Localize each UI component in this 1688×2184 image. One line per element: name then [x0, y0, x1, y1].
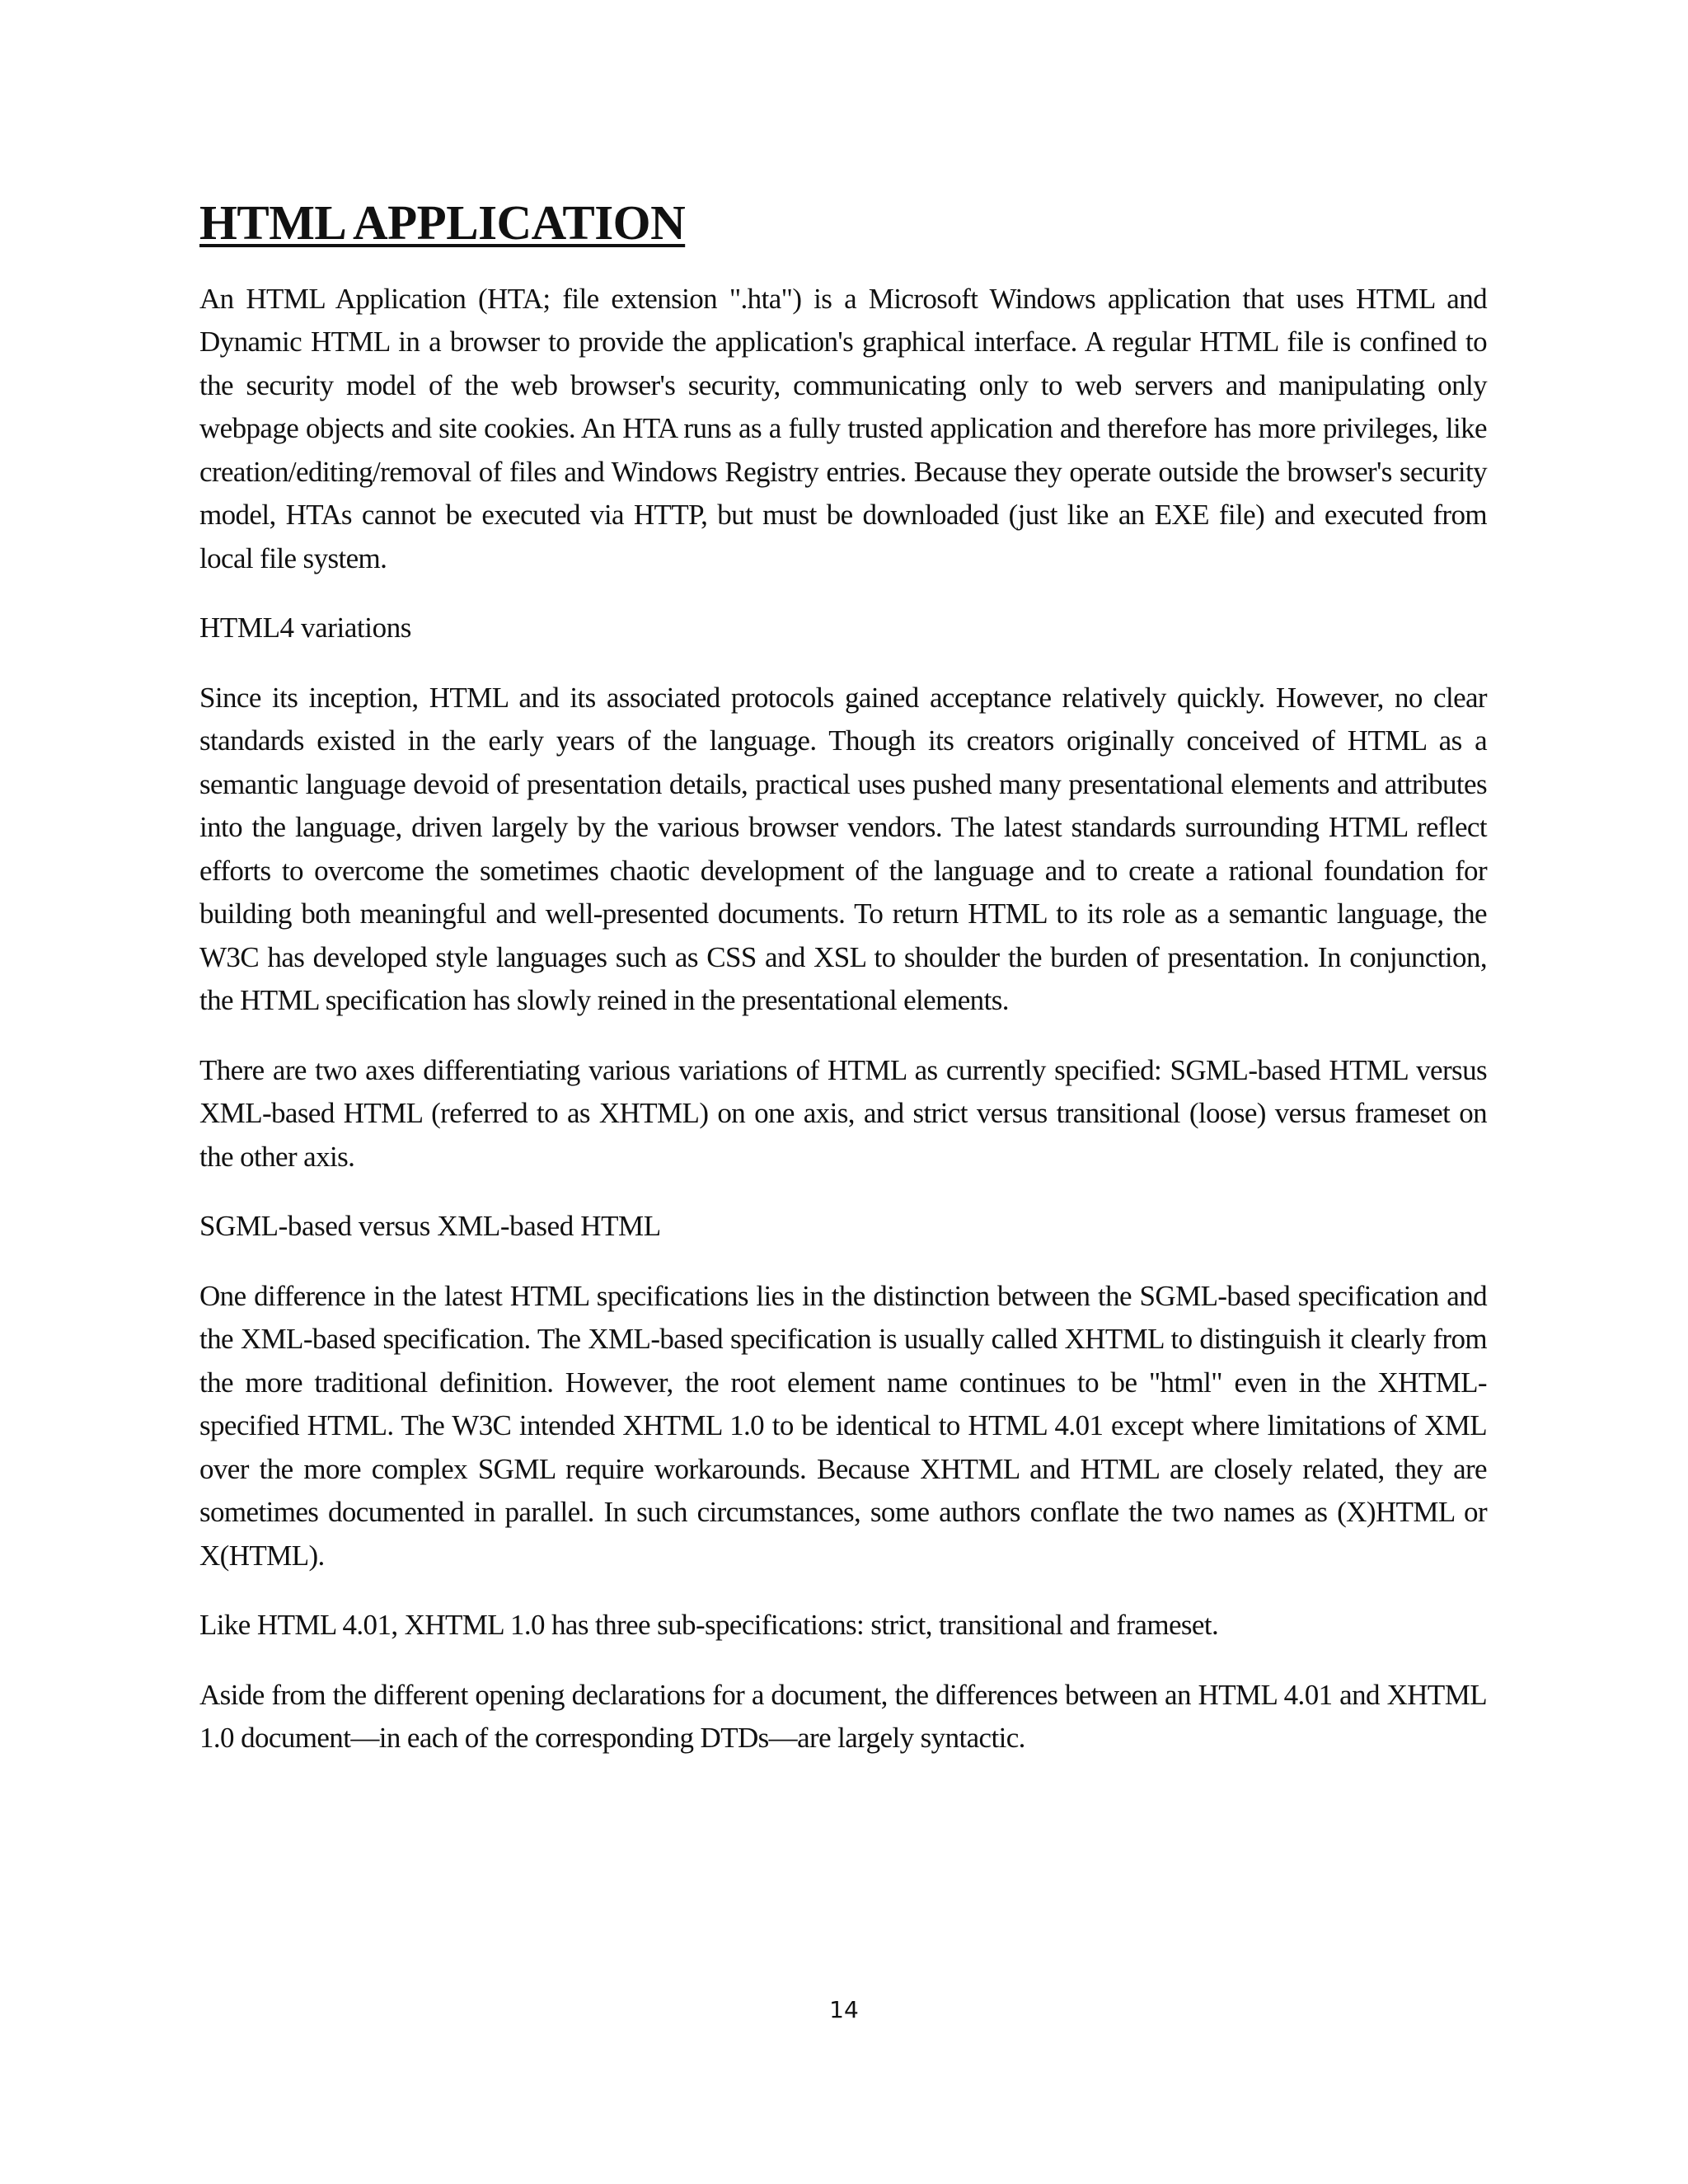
paragraph-syntactic-differences: Aside from the different opening declarations for a document, the differences between an HTML 4.01 and XHTML 1.0 document—in each of the corresponding DTDs—are largely syntactic.: [199, 1678, 1487, 1755]
paragraph-html-history: Since its inception, HTML and its associated protocols gained acceptance relatively quickly. However, no clear standards existed in the early years of the language. Though its creators originally conceived of HTML as a semantic language devoid of presentation details, practical uses pushed many presentational elements and attributes into the language, driven largely by the various browser vendors. The latest standards surrounding HTML reflect efforts to overcome the sometimes chaotic development of the language and to create a rational foundation for building both meaningful and well-presented documents. To return HTML to its role as a semantic language, the W3C has developed style languages such as CSS and XSL to shoulder the burden of presentation. In conjunction, the HTML specification has slowly reined in the presentational elements.: [199, 681, 1487, 1017]
subheading-sgml-vs-xml: SGML-based versus XML-based HTML: [199, 1210, 661, 1243]
page-number: 14: [829, 1996, 859, 2023]
paragraph-sub-specifications: Like HTML 4.01, XHTML 1.0 has three sub-specifications: strict, transitional and frameset.: [199, 1609, 1219, 1642]
paragraph-variation-axes: There are two axes differentiating various variations of HTML as currently specified: SGML-based HTML versus XML-based HTML (referred to as XHTML) on one axis, and strict versus transitional (loose) versus frameset on the other axis.: [199, 1053, 1487, 1173]
paragraph-sgml-xml-difference: One difference in the latest HTML specifications lies in the distinction between the SGML-based specification and the XML-based specification. The XML-based specification is usually called XHTML to distinguish it clearly from the more traditional definition. However, the root element name continues to be "html" even in the XHTML-specified HTML. The W3C intended XHTML 1.0 to be identical to HTML 4.01 except where limitations of XML over the more complex SGML require workarounds. Because XHTML and HTML are closely related, they are sometimes documented in parallel. In such circumstances, some authors conflate the two names as (X)HTML or X(HTML).: [199, 1279, 1487, 1572]
page-title: HTML APPLICATION: [199, 195, 686, 250]
paragraph-hta-intro: An HTML Application (HTA; file extension ".hta") is a Microsoft Windows application that uses HTML and Dynamic HTML in a browser to provide the application's graphical interface. A regular HTML file is confined to the security model of the web browser's security, communicating only to web servers and manipulating only webpage objects and site cookies. An HTA runs as a fully trusted application and therefore has more privileges, like creation/editing/removal of files and Windows Registry entries. Because they operate outside the browser's security model, HTAs cannot be executed via HTTP, but must be downloaded (just like an EXE file) and executed from local file system.: [199, 282, 1487, 574]
subheading-html4-variations: HTML4 variations: [199, 612, 412, 644]
page-content: [199, 196, 1487, 1760]
